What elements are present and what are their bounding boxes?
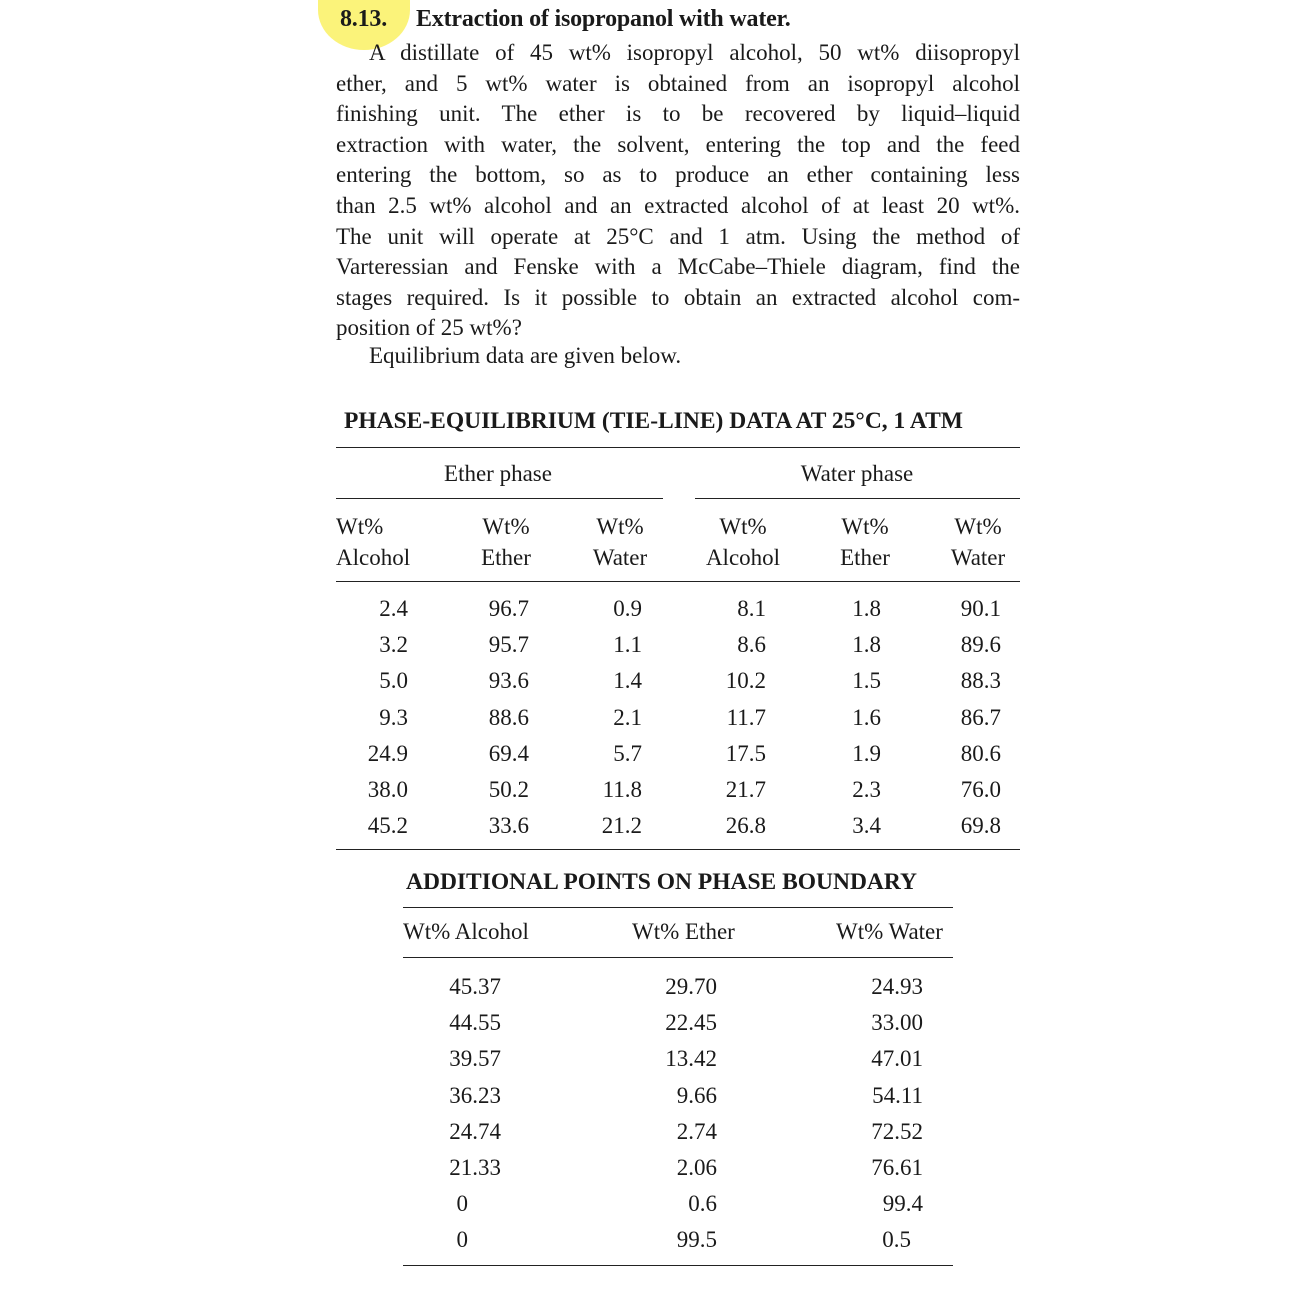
tie-line-cell: 3.2 bbox=[379, 632, 408, 658]
tie-line-cell: 24.9 bbox=[367, 740, 408, 766]
boundary-cell: 33.00 bbox=[871, 1010, 923, 1036]
tie-line-cell: 86.7 bbox=[960, 704, 1001, 730]
col-header-ether-alcohol: Wt% Alcohol bbox=[336, 514, 411, 570]
water-phase-header: Water phase bbox=[800, 461, 914, 486]
tie-line-cell: 5.0 bbox=[379, 668, 408, 694]
tie-line-cell: 80.6 bbox=[960, 740, 1001, 766]
boundary-cell: 72.52 bbox=[871, 1118, 923, 1144]
tie-line-cell: 33.6 bbox=[488, 813, 529, 839]
tie-line-cell: 5.7 bbox=[613, 740, 642, 766]
tie-line-cell: 1.1 bbox=[613, 632, 642, 658]
boundary-cell: 24.93 bbox=[871, 974, 923, 999]
tie-line-cell: 2.3 bbox=[852, 777, 881, 802]
statement-line: Varteressian and Fenske with a McCabe–Thiele diagram, find the bbox=[336, 254, 1020, 280]
tie-line-cell: 50.2 bbox=[488, 777, 529, 802]
statement-line: extraction with water, the solvent, entering the top and the feed bbox=[336, 131, 1020, 157]
tie-line-table-title: PHASE-EQUILIBRIUM (TIE-LINE) DATA AT 25°C, 1 ATM bbox=[344, 408, 963, 434]
tie-line-cell: 26.8 bbox=[725, 813, 766, 839]
boundary-cell: 2.74 bbox=[676, 1118, 717, 1144]
tie-line-cell: 21.7 bbox=[725, 777, 766, 802]
tie-line-cell: 90.1 bbox=[960, 596, 1001, 621]
boundary-cell: 54.11 bbox=[872, 1082, 923, 1108]
table-rule bbox=[336, 447, 1020, 448]
table-rule bbox=[403, 1265, 953, 1266]
boundary-cell: 0 bbox=[456, 1227, 468, 1253]
tie-line-cell: 1.8 bbox=[852, 632, 881, 658]
boundary-cell: 39.57 bbox=[449, 1046, 501, 1072]
problem-title: Extraction of isopropanol with water. bbox=[416, 6, 791, 32]
boundary-cell: 99.5 bbox=[676, 1227, 717, 1253]
tie-line-cell: 45.2 bbox=[367, 813, 408, 839]
table-rule bbox=[403, 907, 953, 908]
col-header-ether-ether: Wt% Ether bbox=[481, 514, 531, 570]
col-header-water-ether: Wt% Ether bbox=[840, 514, 890, 570]
boundary-cell: 44.55 bbox=[449, 1010, 501, 1036]
ether-phase-header: Ether phase bbox=[444, 461, 552, 486]
col-header-water-alcohol: Wt% Alcohol bbox=[705, 514, 781, 570]
boundary-cell: 36.23 bbox=[449, 1082, 501, 1108]
statement-line: A distillate of 45 wt% isopropyl alcohol, 50 wt% diisopropyl bbox=[369, 40, 1020, 65]
boundary-col-header-water: Wt% Water bbox=[836, 919, 943, 944]
tie-line-cell: 2.4 bbox=[379, 596, 408, 621]
col-header-water-water: Wt% Water bbox=[950, 514, 1006, 570]
tie-line-cell: 69.4 bbox=[488, 740, 529, 766]
boundary-cell: 47.01 bbox=[871, 1046, 923, 1072]
boundary-cell: 45.37 bbox=[449, 974, 501, 999]
table-rule bbox=[403, 957, 953, 958]
tie-line-cell: 1.9 bbox=[852, 740, 881, 766]
tie-line-cell: 10.2 bbox=[725, 668, 766, 694]
statement-line: stages required. Is it possible to obtain an extracted alcohol com- bbox=[336, 284, 1020, 310]
statement-line: entering the bottom, so as to produce an ether containing less bbox=[336, 162, 1020, 188]
tie-line-cell: 11.8 bbox=[602, 777, 642, 802]
tie-line-cell: 95.7 bbox=[488, 632, 529, 658]
tie-line-cell: 17.5 bbox=[725, 740, 766, 766]
equilibrium-note: Equilibrium data are given below. bbox=[369, 343, 682, 368]
statement-line: than 2.5 wt% alcohol and an extracted alcohol of at least 20 wt%. bbox=[336, 192, 1020, 218]
tie-line-cell: 69.8 bbox=[960, 813, 1001, 839]
statement-line: The unit will operate at 25°C and 1 atm. Using the method of bbox=[336, 223, 1020, 249]
tie-line-cell: 3.4 bbox=[852, 813, 881, 839]
tie-line-cell: 1.5 bbox=[852, 668, 881, 694]
tie-line-cell: 11.7 bbox=[726, 704, 766, 730]
col-header-ether-water: Wt% Water bbox=[592, 514, 648, 570]
tie-line-cell: 1.4 bbox=[613, 668, 642, 694]
statement-line: finishing unit. The ether is to be recovered by liquid–liquid bbox=[336, 101, 1020, 127]
tie-line-cell: 2.1 bbox=[613, 704, 642, 730]
boundary-cell: 2.06 bbox=[676, 1155, 717, 1180]
tie-line-cell: 8.1 bbox=[737, 596, 766, 621]
tie-line-cell: 0.9 bbox=[613, 596, 642, 621]
boundary-cell: 22.45 bbox=[665, 1010, 717, 1036]
boundary-cell: 99.4 bbox=[882, 1191, 923, 1217]
tie-line-cell: 88.3 bbox=[960, 668, 1001, 694]
statement-line: position of 25 wt%? bbox=[336, 315, 522, 341]
tie-line-cell: 38.0 bbox=[367, 777, 408, 802]
tie-line-cell: 1.8 bbox=[852, 596, 881, 621]
boundary-cell: 13.42 bbox=[665, 1046, 717, 1072]
tie-line-cell: 8.6 bbox=[737, 632, 766, 658]
boundary-col-header-alcohol: Wt% Alcohol bbox=[403, 919, 529, 944]
boundary-cell: 9.66 bbox=[676, 1082, 717, 1108]
tie-line-cell: 88.6 bbox=[488, 704, 529, 730]
tie-line-cell: 1.6 bbox=[852, 704, 881, 730]
boundary-col-header-ether: Wt% Ether bbox=[632, 919, 735, 944]
statement-line: ether, and 5 wt% water is obtained from an isopropyl alcohol bbox=[336, 70, 1020, 96]
tie-line-cell: 21.2 bbox=[601, 813, 642, 839]
tie-line-cell: 89.6 bbox=[960, 632, 1001, 658]
boundary-cell: 29.70 bbox=[665, 974, 717, 999]
boundary-cell: 24.74 bbox=[449, 1118, 501, 1144]
problem-statement bbox=[336, 38, 1020, 344]
tie-line-cell: 93.6 bbox=[488, 668, 529, 694]
tie-line-cell: 96.7 bbox=[488, 596, 529, 621]
table-rule bbox=[336, 581, 1020, 582]
water-phase-rule bbox=[695, 498, 1020, 499]
boundary-cell: 0 bbox=[456, 1191, 468, 1217]
problem-number: 8.13. bbox=[340, 6, 388, 32]
boundary-cell: 0.5 bbox=[882, 1227, 911, 1253]
boundary-table-title: ADDITIONAL POINTS ON PHASE BOUNDARY bbox=[406, 869, 918, 895]
boundary-cell: 0.6 bbox=[688, 1191, 717, 1217]
tie-line-cell: 9.3 bbox=[379, 704, 408, 730]
table-rule bbox=[336, 849, 1020, 850]
tie-line-cell: 76.0 bbox=[960, 777, 1001, 802]
ether-phase-rule bbox=[336, 498, 663, 499]
boundary-cell: 21.33 bbox=[449, 1155, 501, 1180]
problem-heading bbox=[340, 6, 791, 33]
boundary-cell: 76.61 bbox=[871, 1155, 923, 1180]
